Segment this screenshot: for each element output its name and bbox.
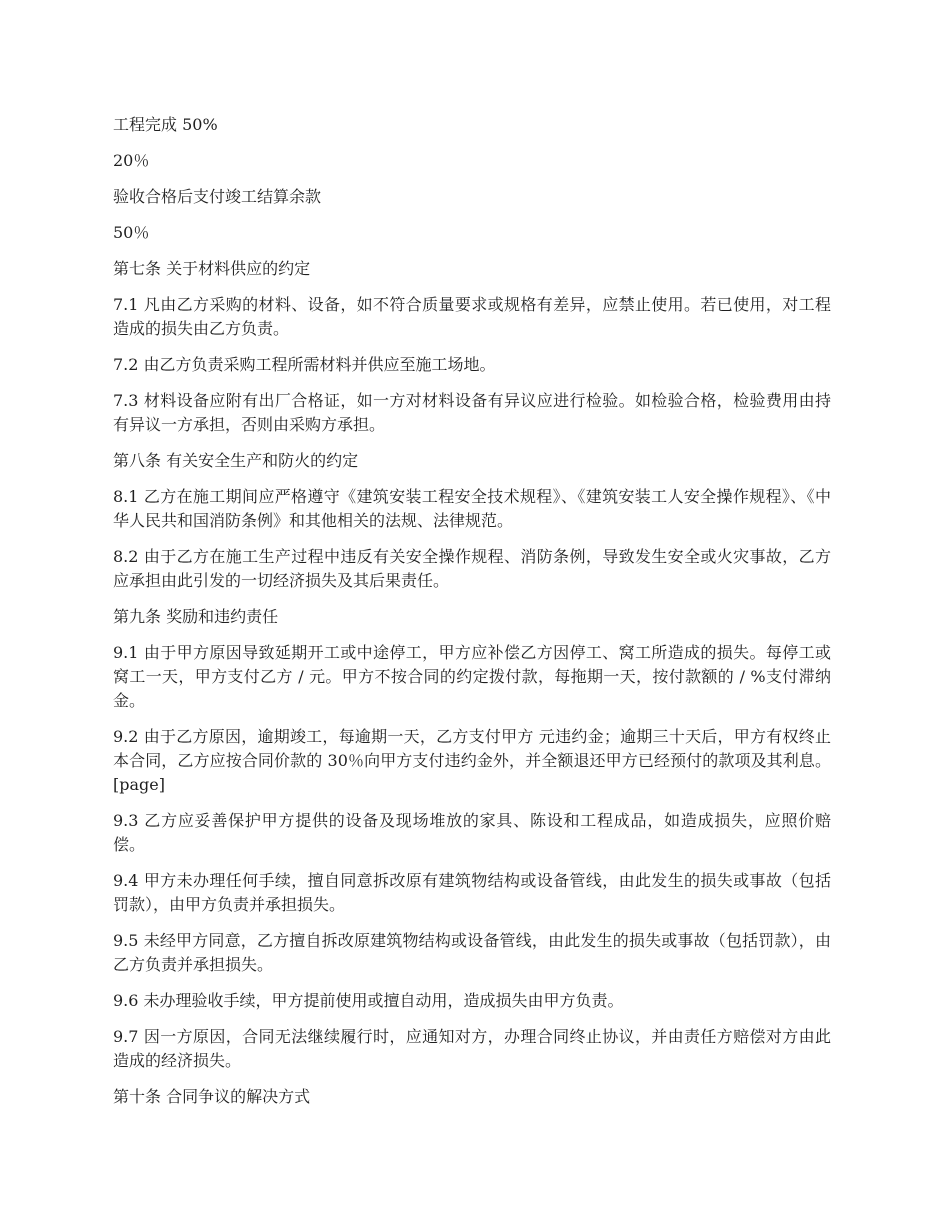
clause-9-6: 9.6 未办理验收手续，甲方提前使用或擅自动用，造成损失由甲方负责。 — [113, 991, 624, 1010]
clause-9-1: 9.1 由于甲方原因导致延期开工或中途停工，甲方应补偿乙方因停工、窝工所造成的损失。每停工或窝工一天，甲方支付乙方 / 元。甲方不按合同的约定拨付款，每拖期一天，按付款额的 / %支付滞纳金。 — [113, 643, 831, 710]
payment-percent-line: 20％ — [113, 151, 150, 170]
payment-percent-line: 50％ — [113, 223, 150, 242]
clause-9-5: 9.5 未经甲方同意，乙方擅自拆改原建筑物结构或设备管线，由此发生的损失或事故（包括罚款），由乙方负责并承担损失。 — [113, 931, 831, 974]
payment-stage-line: 验收合格后支付竣工结算余款 — [113, 187, 322, 206]
payment-stage-line: 工程完成 50% — [113, 115, 218, 134]
document-page — [113, 113, 831, 1121]
section-heading-article-10: 第十条 合同争议的解决方式 — [113, 1087, 311, 1106]
clause-7-2: 7.2 由乙方负责采购工程所需材料并供应至施工场地。 — [113, 355, 496, 374]
clause-7-1: 7.1 凡由乙方采购的材料、设备，如不符合质量要求或规格有差异，应禁止使用。若已使用，对工程造成的损失由乙方负责。 — [113, 295, 831, 338]
clause-9-7: 9.7 因一方原因，合同无法继续履行时，应通知对方，办理合同终止协议，并由责任方赔偿对方由此造成的经济损失。 — [113, 1027, 831, 1070]
clause-9-4: 9.4 甲方未办理任何手续，擅自同意拆改原有建筑物结构或设备管线，由此发生的损失或事故（包括罚款），由甲方负责并承担损失。 — [113, 871, 831, 914]
clause-8-2: 8.2 由于乙方在施工生产过程中违反有关安全操作规程、消防条例，导致发生安全或火灾事故，乙方应承担由此引发的一切经济损失及其后果责任。 — [113, 547, 831, 590]
clause-7-3: 7.3 材料设备应附有出厂合格证，如一方对材料设备有异议应进行检验。如检验合格，检验费用由持有异议一方承担，否则由采购方承担。 — [113, 391, 831, 434]
clause-9-2: 9.2 由于乙方原因，逾期竣工，每逾期一天，乙方支付甲方 元违约金；逾期三十天后，甲方有权终止本合同，乙方应按合同价款的 30％向甲方支付违约金外，并全额退还甲方已经预付的款项及其利息。[page] — [113, 727, 831, 794]
clause-8-1: 8.1 乙方在施工期间应严格遵守《建筑安装工程安全技术规程》、《建筑安装工人安全操作规程》、《中华人民共和国消防条例》和其他相关的法规、法律规范。 — [113, 487, 831, 530]
section-heading-article-7: 第七条 关于材料供应的约定 — [113, 259, 311, 278]
clause-9-3: 9.3 乙方应妥善保护甲方提供的设备及现场堆放的家具、陈设和工程成品，如造成损失，应照价赔偿。 — [113, 811, 831, 854]
section-heading-article-8: 第八条 有关安全生产和防火的约定 — [113, 451, 359, 470]
section-heading-article-9: 第九条 奖励和违约责任 — [113, 607, 279, 626]
